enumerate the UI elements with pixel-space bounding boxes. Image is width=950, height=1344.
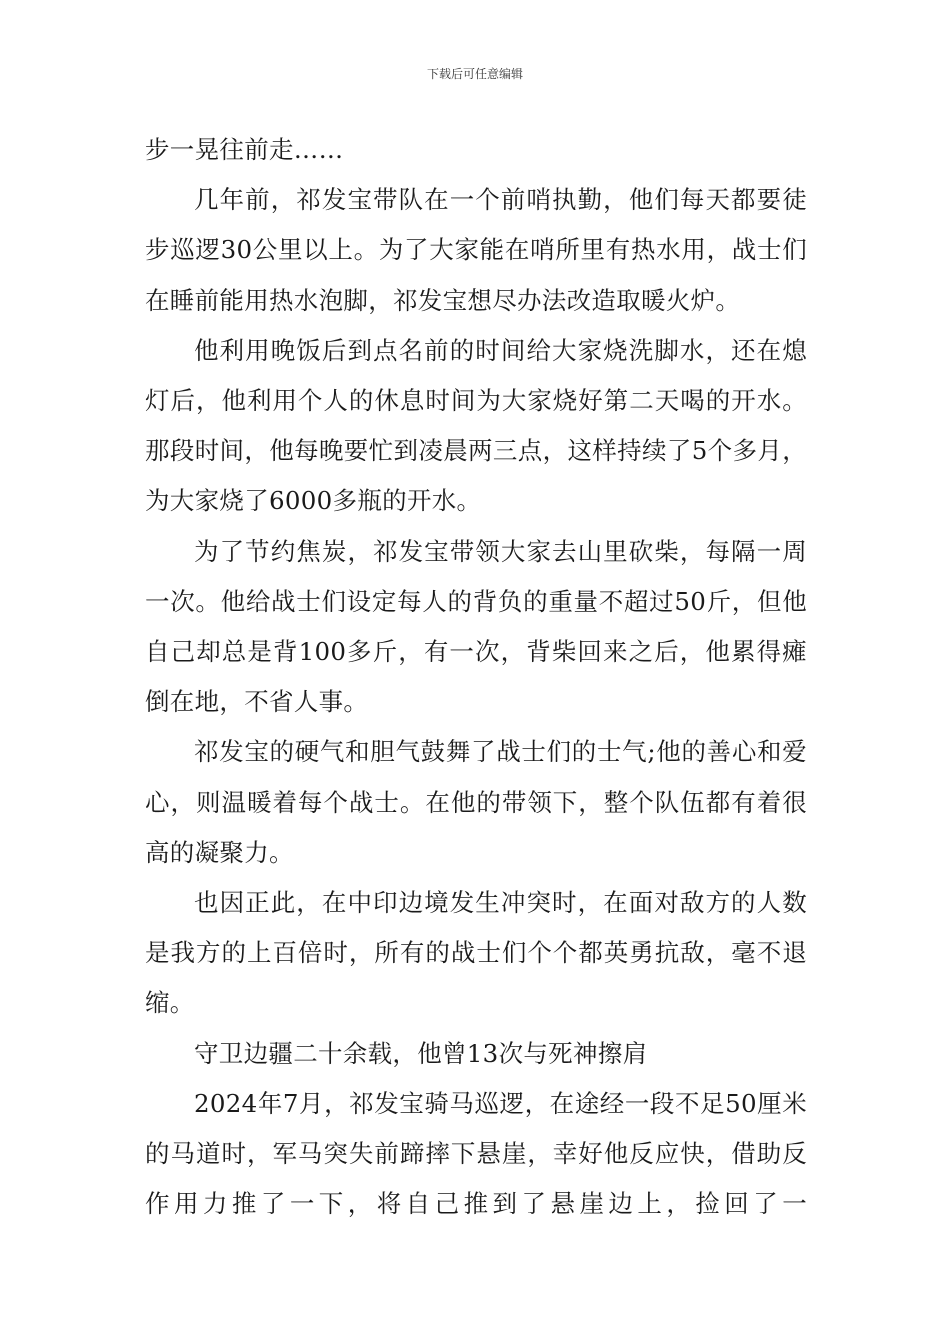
page-header: 下载后可任意编辑 [426, 67, 523, 81]
paragraph: 也因正此，在中印边境发生冲突时，在面对敌方的人数是我方的上百倍时，所有的战士们个个都英勇抗敌，毫不退缩。 [145, 888, 807, 1018]
paragraph: 2024年7月，祁发宝骑马巡逻，在途经一段不足50厘米的马道时，军马突失前蹄摔下悬崖，幸好他反应快，借助反作用力推了一下，将自己推到了悬崖边上，捡回了一 [145, 1088, 807, 1219]
paragraph-continuation: 步一晃往前走…… [145, 135, 344, 164]
section-heading: 守卫边疆二十余载，他曾13次与死神擦肩 [194, 1038, 648, 1068]
paragraph: 为了节约焦炭，祁发宝带领大家去山里砍柴，每隔一周一次。他给战士们设定每人的背负的重量不超过50斤，但他自己却总是背100多斤，有一次，背柴回来之后，他累得瘫倒在地，不省人事。 [145, 536, 807, 717]
document-body [145, 125, 807, 1229]
paragraph: 他利用晚饭后到点名前的时间给大家烧洗脚水，还在熄灯后，他利用个人的休息时间为大家烧好第二天喝的开水。那段时间，他每晚要忙到凌晨两三点，这样持续了5个多月，为大家烧了6000多瓶的开水。 [145, 335, 807, 516]
paragraph: 祁发宝的硬气和胆气鼓舞了战士们的士气;他的善心和爱心，则温暖着每个战士。在他的带领下，整个队伍都有着很高的凝聚力。 [145, 737, 807, 867]
paragraph: 几年前，祁发宝带队在一个前哨执勤，他们每天都要徒步巡逻30公里以上。为了大家能在哨所里有热水用，战士们在睡前能用热水泡脚，祁发宝想尽办法改造取暖火炉。 [145, 185, 807, 315]
